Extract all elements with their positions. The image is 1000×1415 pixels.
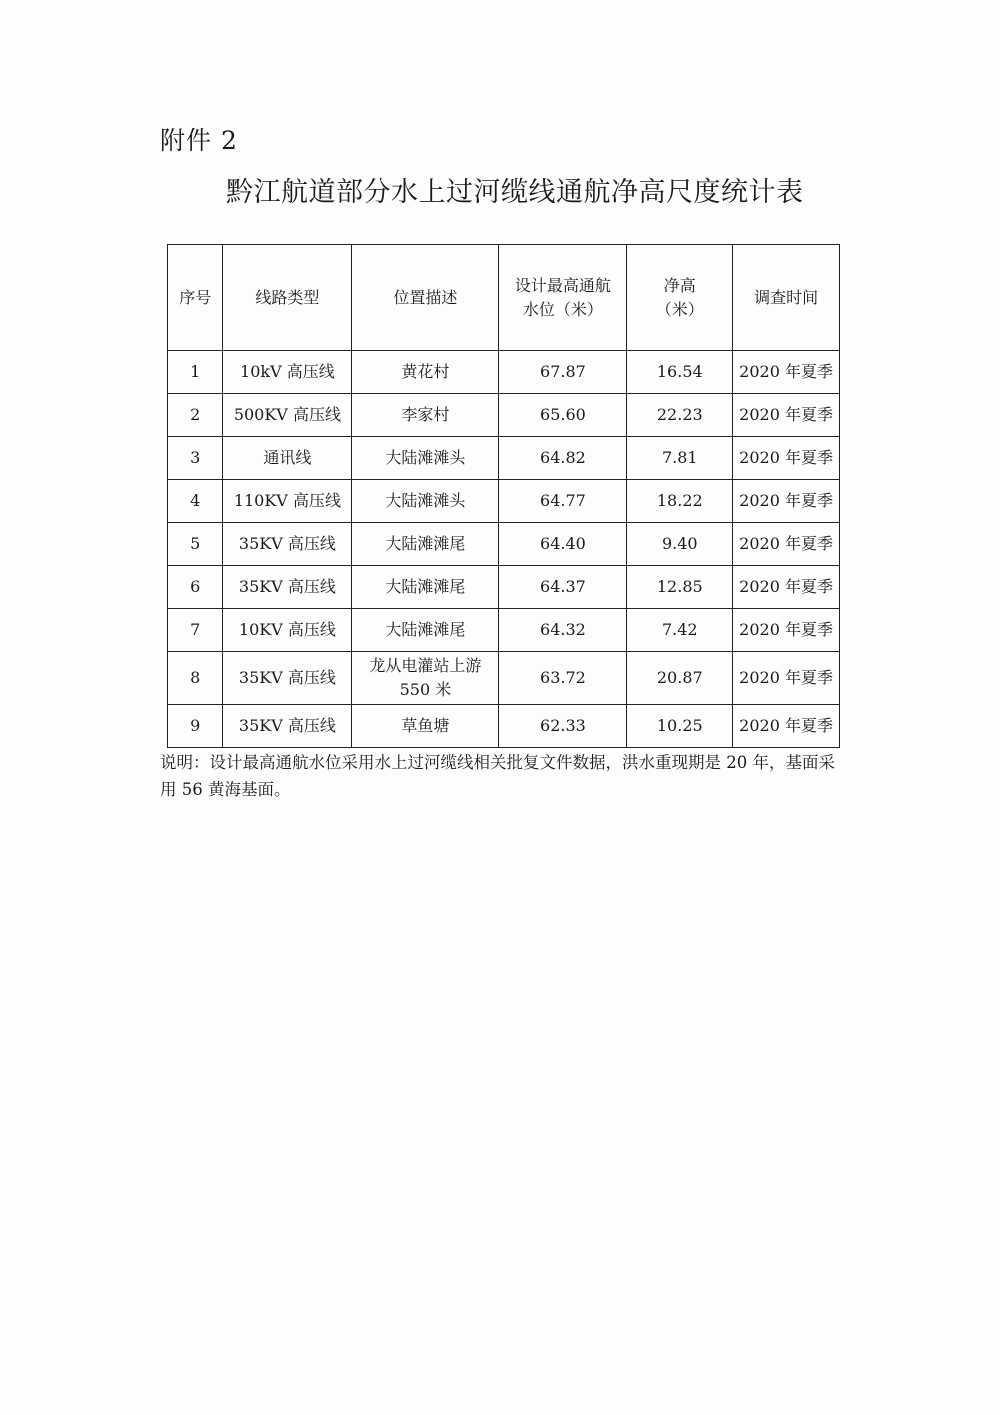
cell-line-type: 35KV 高压线 (223, 523, 352, 566)
cell-location: 黄花村 (352, 351, 499, 394)
cell-clearance: 16.54 (627, 351, 733, 394)
header-index: 序号 (168, 245, 223, 351)
header-design-level (499, 245, 627, 351)
cell-survey-time: 2020 年夏季 (733, 437, 840, 480)
header-design-level-line1: 设计最高通航 (514, 275, 611, 295)
cell-survey-time: 2020 年夏季 (733, 609, 840, 652)
cell-design-level: 63.72 (499, 652, 627, 705)
cell-survey-time: 2020 年夏季 (733, 394, 840, 437)
cell-index: 5 (168, 523, 223, 566)
header-design-level-line2: 水位（米） (522, 299, 603, 319)
cell-index: 8 (168, 652, 223, 705)
cell-survey-time: 2020 年夏季 (733, 480, 840, 523)
cell-clearance: 7.42 (627, 609, 733, 652)
cell-index: 3 (168, 437, 223, 480)
cell-location: 大陆滩滩头 (352, 437, 499, 480)
cell-survey-time: 2020 年夏季 (733, 566, 840, 609)
cell-location-line2: 550 米 (399, 680, 452, 699)
cell-clearance: 7.81 (627, 437, 733, 480)
table-row (168, 652, 840, 705)
header-location: 位置描述 (352, 245, 499, 351)
table-row (168, 480, 840, 523)
cell-design-level: 64.82 (499, 437, 627, 480)
cell-line-type: 110KV 高压线 (223, 480, 352, 523)
cell-index: 2 (168, 394, 223, 437)
cell-index: 1 (168, 351, 223, 394)
cell-index: 9 (168, 705, 223, 748)
table-row (168, 394, 840, 437)
cell-clearance: 20.87 (627, 652, 733, 705)
cell-line-type: 500KV 高压线 (223, 394, 352, 437)
cell-design-level: 64.37 (499, 566, 627, 609)
cell-survey-time: 2020 年夏季 (733, 705, 840, 748)
header-clearance-line1: 净高 (663, 275, 696, 295)
table-row (168, 566, 840, 609)
header-survey-time: 调查时间 (733, 245, 840, 351)
cell-line-type: 35KV 高压线 (223, 652, 352, 705)
cell-index: 4 (168, 480, 223, 523)
table-row (168, 351, 840, 394)
document-title: 黔江航道部分水上过河缆线通航净高尺度统计表 (226, 177, 804, 208)
header-clearance-line2: （米） (655, 299, 704, 319)
cell-line-type: 10KV 高压线 (223, 609, 352, 652)
header-line-type: 线路类型 (223, 245, 352, 351)
cell-design-level: 67.87 (499, 351, 627, 394)
table-row (168, 705, 840, 748)
cell-location: 大陆滩滩尾 (352, 523, 499, 566)
cell-line-type: 35KV 高压线 (223, 566, 352, 609)
cell-line-type: 10kV 高压线 (223, 351, 352, 394)
cell-location: 李家村 (352, 394, 499, 437)
table-row (168, 523, 840, 566)
cell-survey-time: 2020 年夏季 (733, 652, 840, 705)
cell-design-level: 64.77 (499, 480, 627, 523)
cell-survey-time: 2020 年夏季 (733, 523, 840, 566)
cell-line-type: 通讯线 (223, 437, 352, 480)
header-clearance (627, 245, 733, 351)
cell-clearance: 12.85 (627, 566, 733, 609)
cell-clearance: 22.23 (627, 394, 733, 437)
statistics-table (167, 244, 840, 748)
cell-location: 大陆滩滩头 (352, 480, 499, 523)
cell-index: 7 (168, 609, 223, 652)
cell-survey-time: 2020 年夏季 (733, 351, 840, 394)
table-row (168, 437, 840, 480)
cell-location: 草鱼塘 (352, 705, 499, 748)
cell-location (352, 652, 499, 705)
cell-location: 大陆滩滩尾 (352, 566, 499, 609)
cell-location: 大陆滩滩尾 (352, 609, 499, 652)
attachment-label: 附件 2 (160, 126, 238, 155)
cell-design-level: 62.33 (499, 705, 627, 748)
cell-clearance: 18.22 (627, 480, 733, 523)
cell-clearance: 10.25 (627, 705, 733, 748)
cell-design-level: 64.40 (499, 523, 627, 566)
cell-clearance: 9.40 (627, 523, 733, 566)
cell-design-level: 64.32 (499, 609, 627, 652)
cell-line-type: 35KV 高压线 (223, 705, 352, 748)
table-row (168, 609, 840, 652)
cell-index: 6 (168, 566, 223, 609)
cell-design-level: 65.60 (499, 394, 627, 437)
table-header-row (168, 245, 840, 351)
cell-location-line1: 龙从电灌站上游 (369, 656, 482, 675)
table-note: 说明：设计最高通航水位采用水上过河缆线相关批复文件数据，洪水重现期是 20 年，基面采用 56 黄海基面。 (160, 753, 835, 799)
